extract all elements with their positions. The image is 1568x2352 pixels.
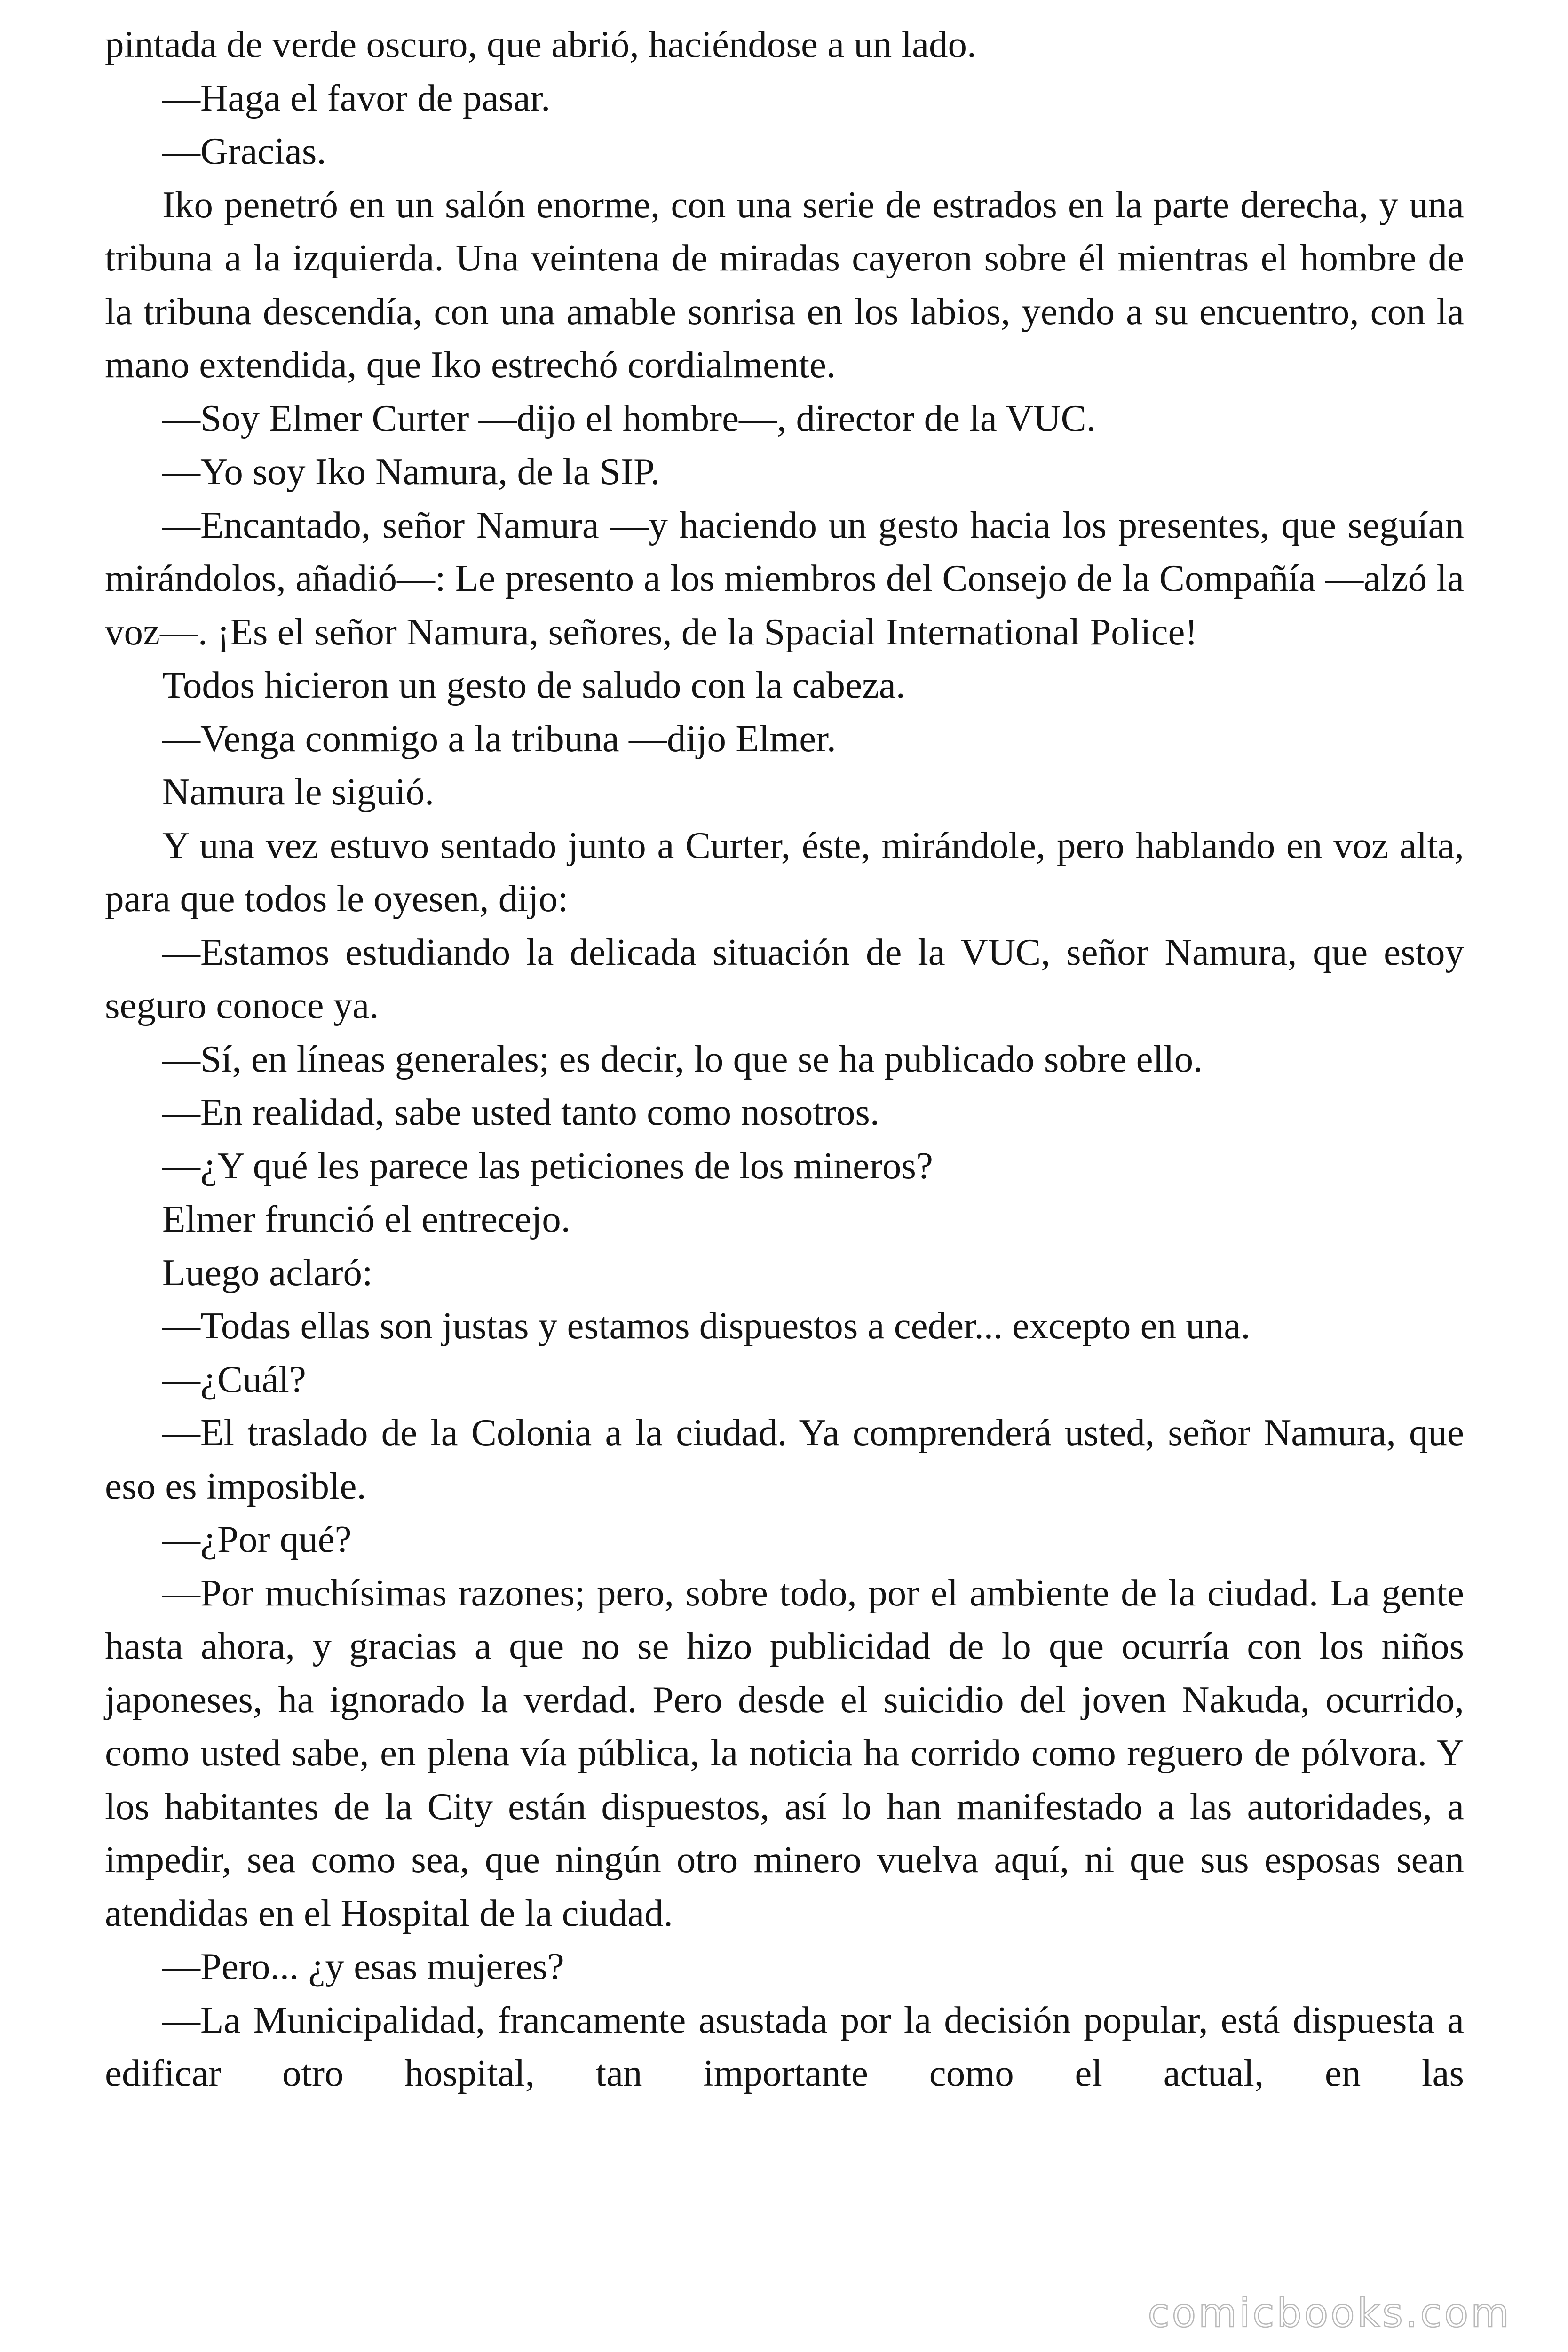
paragraph: —Por muchísimas razones; pero, sobre todo, por el ambiente de la ciudad. La gente hasta ahora, y gracias a que no se hizo publicidad de lo que ocurría con los niños japoneses, ha ignorado la verdad. Pero desde el suicidio del joven Nakuda, ocurrido, como usted sabe, en plena vía pública, la noticia ha corrido como reguero de pólvora. Y los habitantes de la City están dispuestos, así lo han manifestado a las autoridades, a impedir, sea como sea, que ningún otro minero vuelva aquí, ni que sus esposas sean atendidas en el Hospital de la ciudad. [105,1571,1464,1934]
paragraph: Elmer frunció el entrecejo. [162,1198,571,1240]
paragraph: —Haga el favor de pasar. [162,76,551,119]
paragraph: —Estamos estudiando la delicada situación de la VUC, señor Namura, que estoy seguro conoce ya. [105,930,1464,1026]
paragraph: —Soy Elmer Curter —dijo el hombre—, director de la VUC. [162,397,1096,439]
paragraph: pintada de verde oscuro, que abrió, haciéndose a un lado. [105,23,977,65]
paragraph: —¿Cuál? [162,1358,306,1400]
paragraph: Todos hicieron un gesto de saludo con la cabeza. [162,664,906,706]
paragraph: Namura le siguió. [162,771,435,813]
paragraph: Iko penetró en un salón enorme, con una serie de estrados en la parte derecha, y una tribuna a la izquierda. Una veintena de miradas cayeron sobre él mientras el hombre de la tribuna descendía, con una amable sonrisa en los labios, yendo a su encuentro, con la mano extendida, que Iko estrechó cordialmente. [105,183,1464,386]
paragraph: Luego aclaró: [162,1251,373,1294]
watermark: comicbooks.com [1148,2290,1512,2336]
paragraph: —La Municipalidad, francamente asustada por la decisión popular, está dispuesta a edificar otro hospital, tan importante como el actual, en las [105,1998,1464,2094]
paragraph: —Todas ellas son justas y estamos dispuestos a ceder... excepto en una. [162,1304,1251,1347]
paragraph: Y una vez estuvo sentado junto a Curter, éste, mirándole, pero hablando en voz alta, para que todos le oyesen, dijo: [105,824,1464,920]
paragraph: —Venga conmigo a la tribuna —dijo Elmer. [162,717,836,760]
paragraph: —El traslado de la Colonia a la ciudad. Ya comprenderá usted, señor Namura, que eso es imposible. [105,1411,1464,1507]
paragraph: —¿Por qué? [162,1518,352,1560]
paragraph: —Pero... ¿y esas mujeres? [162,1945,564,1987]
book-page [105,18,1464,2100]
paragraph: —En realidad, sabe usted tanto como nosotros. [162,1091,880,1133]
paragraph: —Gracias. [162,130,326,172]
paragraph: —Encantado, señor Namura —y haciendo un gesto hacia los presentes, que seguían mirándolos, añadió—: Le presento a los miembros del Consejo de la Compañía —alzó la voz—. ¡Es el señor Namura, señores, de la Spacial International Police! [105,503,1464,653]
paragraph: —Yo soy Iko Namura, de la SIP. [162,450,660,493]
paragraph: —¿Y qué les parece las peticiones de los mineros? [162,1144,933,1187]
paragraph: —Sí, en líneas generales; es decir, lo que se ha publicado sobre ello. [162,1037,1203,1080]
